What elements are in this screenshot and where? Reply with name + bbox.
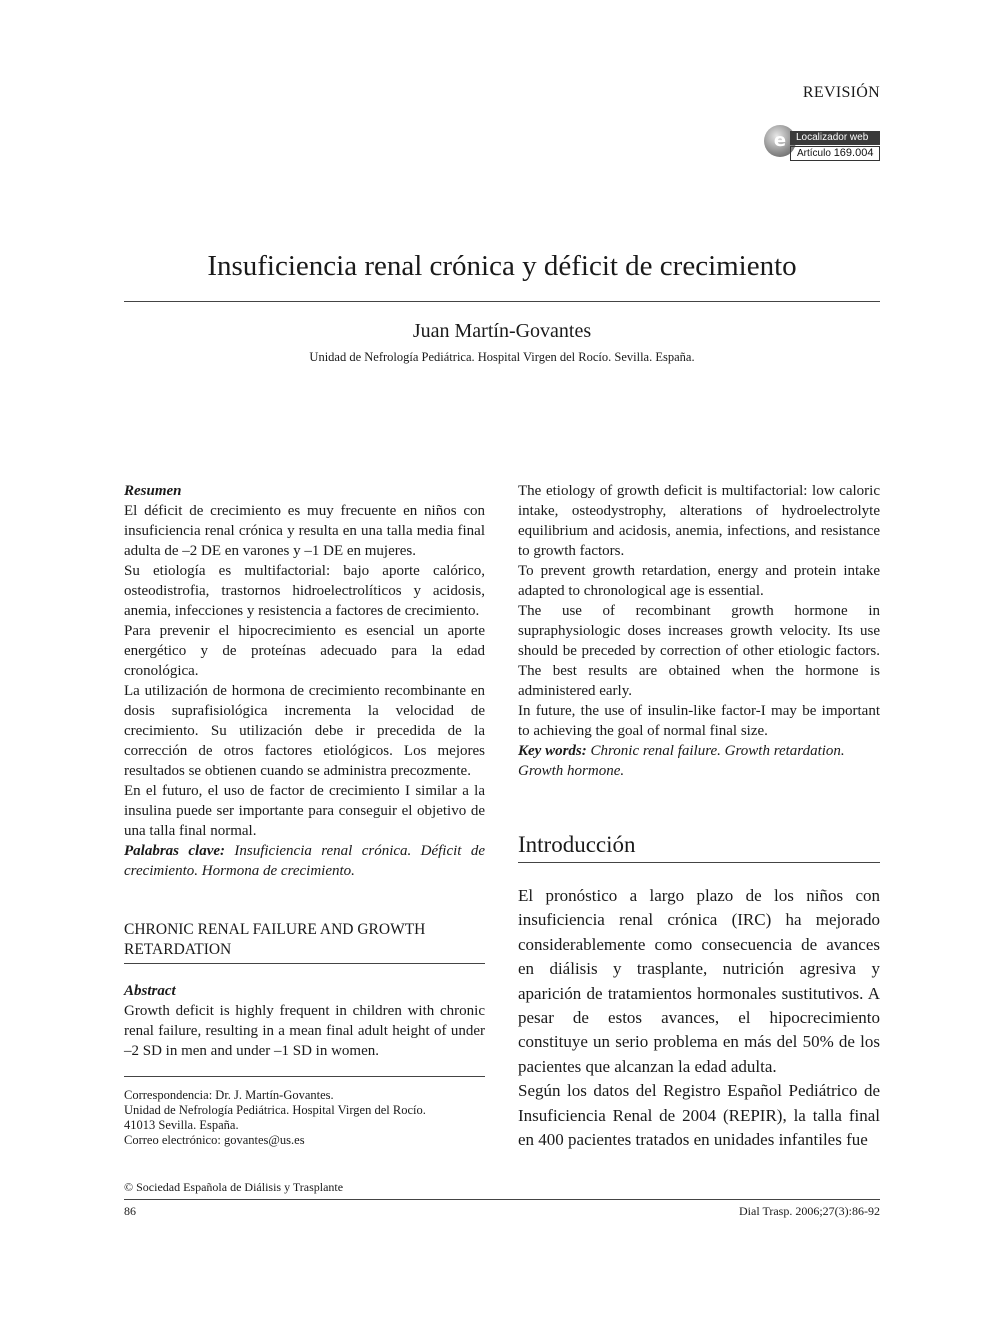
introduction-body (518, 884, 880, 1152)
resumen-paragraph: La utilización de hormona de crecimiento recombinante en dosis suprafisiológica incrementa la velocidad de crecimiento. Su utilización debe ir precedida de la corrección de otros factores etiológicos. Los mejores resultados se obtienen cuando se administra precozmente. (124, 683, 485, 779)
author-name: Juan Martín-Govantes (412, 320, 592, 342)
resumen-heading: Resumen (124, 483, 182, 499)
english-title-rule (124, 963, 485, 964)
keywords-label: Palabras clave: (124, 843, 226, 859)
copyright-notice: © Sociedad Española de Diálisis y Trasplante (124, 1180, 344, 1194)
locator-article (790, 146, 880, 161)
abstract-continued (518, 481, 880, 741)
footer-rule (124, 1199, 880, 1200)
correspondence-line: 41013 Sevilla. España. (124, 1118, 239, 1132)
correspondence-block (124, 1088, 485, 1148)
keywords-text: Insuficiencia renal crónica. Déficit de crecimiento. Hormona de crecimiento. (124, 843, 485, 879)
correspondence-rule (124, 1076, 485, 1077)
introduction-paragraph: Según los datos del Registro Español Pediátrico de Insuficiencia Renal de 2004 (REPIR), la talla final en 400 pacientes tratados en unidades infantiles fue (518, 1081, 880, 1150)
correspondence-line: Correo electrónico: govantes@us.es (124, 1133, 305, 1147)
section-label: REVISIÓN (802, 84, 880, 101)
introduction-heading: Introducción (518, 832, 636, 857)
web-locator-badge[interactable] (764, 125, 880, 161)
palabras-clave (124, 841, 485, 881)
correspondence-line: Unidad de Nefrología Pediátrica. Hospital Virgen del Rocío. (124, 1103, 426, 1117)
e-globe-icon: e (764, 125, 796, 157)
abstract-section (124, 981, 485, 1061)
resumen-section (124, 481, 485, 841)
abstract-paragraph: Growth deficit is highly frequent in children with chronic renal failure, resulting in a mean final adult height of under –2 SD in men and under –1 SD in women. (124, 1003, 485, 1059)
resumen-paragraph: Su etiología es multifactorial: bajo aporte calórico, osteodistrofia, trastornos hidroelectrolíticos y acidosis, anemia, infecciones y resistencia a factores de crecimiento. (124, 563, 485, 619)
abstract-paragraph: The use of recombinant growth hormone in supraphysiologic doses increases growth velocity. Its use should be preceded by correction of other etiologic factors. The best results are obtained when the hormone is administered early. (518, 603, 880, 699)
article-label: Artículo (797, 148, 831, 159)
author-affiliation: Unidad de Nefrología Pediátrica. Hospital Virgen del Rocío. Sevilla. España. (309, 350, 695, 364)
abstract-paragraph: The etiology of growth deficit is multifactorial: low caloric intake, osteodystrophy, alterations of hydroelectrolyte equilibrium and acidosis, anemia, infections, and resistance to growth factors. (518, 483, 880, 559)
page-number: 86 (124, 1204, 136, 1218)
keywords-label: Key words: (518, 743, 587, 759)
abstract-paragraph: To prevent growth retardation, energy and protein intake adapted to chronological age is essential. (518, 563, 880, 599)
locator-label: Localizador web (790, 131, 880, 145)
journal-citation: Dial Trasp. 2006;27(3):86-92 (739, 1204, 880, 1218)
introduction-paragraph: El pronóstico a largo plazo de los niños con insuficiencia renal crónica (IRC) ha mejorado considerablemente como consecuencia de avances en diálisis y trasplante, nutrición agresiva y aparición de tratamientos hormonales sustitutivos. A pesar de estos avances, el hipocrecimiento constituye un serio problema en más del 50% de los pacientes que alcanzan la edad adulta. (518, 886, 880, 1076)
resumen-paragraph: El déficit de crecimiento es muy frecuente en niños con insuficiencia renal crónica y resulta en una talla media final adulta de –2 DE en varones y –1 DE en mujeres. (124, 503, 485, 559)
resumen-paragraph: En el futuro, el uso de factor de crecimiento I similar a la insulina puede ser importante para conseguir el objetivo de una talla final normal. (124, 783, 485, 839)
keywords-text: Chronic renal failure. Growth retardation. Growth hormone. (518, 743, 845, 779)
abstract-paragraph: In future, the use of insulin-like factor-I may be important to achieving the goal of normal final size. (518, 703, 880, 739)
title-rule (124, 301, 880, 302)
english-title: CHRONIC RENAL FAILURE AND GROWTH RETARDATION (124, 921, 426, 958)
introduction-rule (518, 862, 880, 863)
abstract-heading: Abstract (124, 983, 176, 999)
article-title: Insuficiencia renal crónica y déficit de crecimiento (207, 250, 797, 282)
resumen-paragraph: Para prevenir el hipocrecimiento es esencial un aporte energético y de proteínas adecuado para la edad cronológica. (124, 623, 485, 679)
key-words (518, 741, 880, 781)
article-number: 169.004 (833, 147, 874, 159)
correspondence-line: Correspondencia: Dr. J. Martín-Govantes. (124, 1088, 334, 1102)
